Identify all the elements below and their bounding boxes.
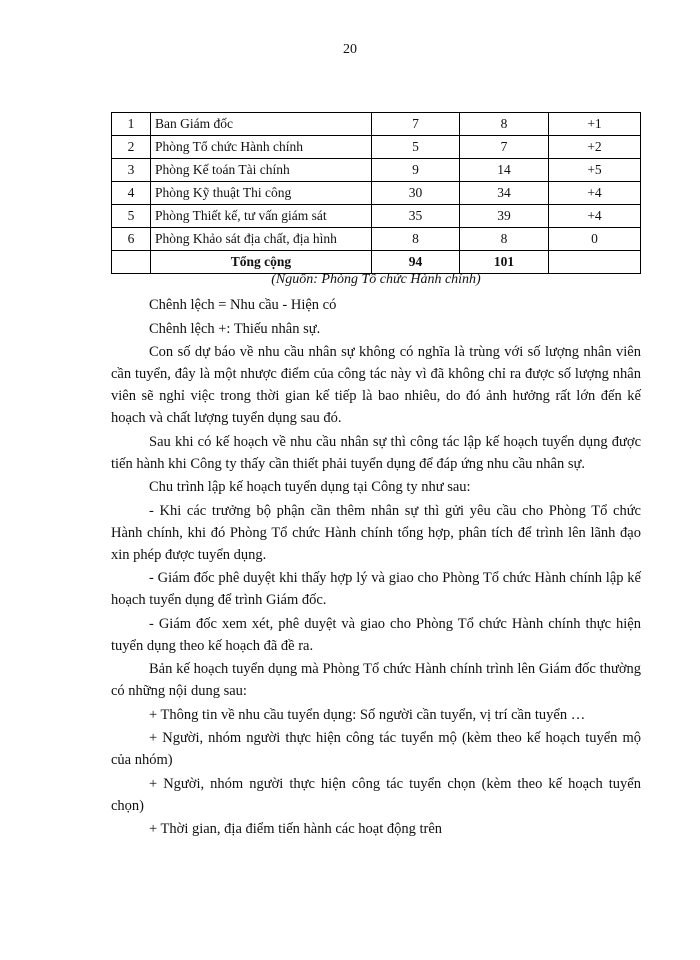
row-number: 2: [112, 136, 151, 159]
total-label: Tổng cộng: [151, 251, 372, 274]
paragraph: Bản kế hoạch tuyển dụng mà Phòng Tổ chức Hành chính trình lên Giám đốc thường có những nội dung sau:: [111, 661, 641, 699]
difference: +4: [549, 182, 641, 205]
paragraph: Chênh lệch = Nhu cầu - Hiện có: [149, 297, 337, 313]
total-difference: [549, 251, 641, 274]
department-name: Phòng Kế toán Tài chính: [151, 159, 372, 182]
difference: +5: [549, 159, 641, 182]
current-count: 9: [372, 159, 460, 182]
table-row: [112, 182, 641, 205]
department-name: Phòng Thiết kế, tư vấn giám sát: [151, 205, 372, 228]
need-count: 39: [460, 205, 549, 228]
difference: 0: [549, 228, 641, 251]
body-text: [111, 294, 641, 842]
source-note: (Nguồn: Phòng Tổ chức Hành chính): [271, 272, 481, 287]
paragraph: Chu trình lập kế hoạch tuyển dụng tại Công ty như sau:: [149, 479, 471, 495]
page-number: 20: [343, 42, 357, 57]
paragraph: + Người, nhóm người thực hiện công tác tuyển mộ (kèm theo kế hoạch tuyển mộ của nhóm): [111, 730, 641, 768]
paragraph: Con số dự báo về nhu cầu nhân sự không có nghĩa là trùng với số lượng nhân viên cần tuyển, đây là một nhược điểm của công tác này vì đã không chỉ ra được số lượng nhân viên sẽ nghỉ việc trong thời gian kế tiếp là bao nhiêu, do đó ảnh hưởng rất lớn đến kế hoạch và chất lượng tuyển dụng sau đó.: [111, 344, 641, 426]
difference: +1: [549, 113, 641, 136]
difference: +4: [549, 205, 641, 228]
total-empty-cell: [112, 251, 151, 274]
row-number: 3: [112, 159, 151, 182]
difference: +2: [549, 136, 641, 159]
need-count: 14: [460, 159, 549, 182]
need-count: 34: [460, 182, 549, 205]
paragraph: - Giám đốc phê duyệt khi thấy hợp lý và giao cho Phòng Tổ chức Hành chính lập kế hoạch tuyển dụng để trình Giám đốc.: [111, 570, 641, 608]
current-count: 35: [372, 205, 460, 228]
paragraph: + Thời gian, địa điểm tiến hành các hoạt động trên: [149, 821, 443, 837]
table-row: [112, 159, 641, 182]
need-count: 8: [460, 228, 549, 251]
table-row: [112, 113, 641, 136]
total-current: 94: [372, 251, 460, 274]
row-number: 4: [112, 182, 151, 205]
department-name: Ban Giám đốc: [151, 113, 372, 136]
table-row: [112, 228, 641, 251]
paragraph: Chênh lệch +: Thiếu nhân sự.: [149, 320, 321, 337]
paragraph: + Người, nhóm người thực hiện công tác tuyển chọn (kèm theo kế hoạch tuyển chọn): [111, 775, 641, 814]
department-name: Phòng Tổ chức Hành chính: [151, 136, 372, 159]
paragraph: - Khi các trưởng bộ phận cần thêm nhân sự thì gửi yêu cầu cho Phòng Tổ chức Hành chính, khi đó Phòng Tổ chức Hành chính tổng hợp, phân tích để trình lên lãnh đạo xin phép được tuyển dụng.: [111, 502, 641, 563]
need-count: 7: [460, 136, 549, 159]
table-row: [112, 136, 641, 159]
total-need: 101: [460, 251, 549, 274]
row-number: 6: [112, 228, 151, 251]
need-count: 8: [460, 113, 549, 136]
current-count: 8: [372, 228, 460, 251]
table-row: [112, 205, 641, 228]
department-name: Phòng Kỹ thuật Thi công: [151, 182, 372, 205]
current-count: 30: [372, 182, 460, 205]
current-count: 7: [372, 113, 460, 136]
total-row: [112, 251, 641, 274]
paragraph: - Giám đốc xem xét, phê duyệt và giao cho Phòng Tổ chức Hành chính thực hiện tuyển dụng theo kế hoạch đã đề ra.: [111, 615, 641, 654]
row-number: 5: [112, 205, 151, 228]
current-count: 5: [372, 136, 460, 159]
paragraph: Sau khi có kế hoạch về nhu cầu nhân sự thì công tác lập kế hoạch tuyển dụng được tiến hành khi Công ty thấy cần thiết phải tuyển dụng để đáp ứng nhu cầu nhân sự.: [111, 433, 641, 472]
paragraph: + Thông tin về nhu cầu tuyển dụng: Số người cần tuyển, vị trí cần tuyển …: [149, 706, 586, 723]
department-name: Phòng Khảo sát địa chất, địa hình: [151, 228, 372, 251]
row-number: 1: [112, 113, 151, 136]
staffing-table: [111, 112, 641, 274]
